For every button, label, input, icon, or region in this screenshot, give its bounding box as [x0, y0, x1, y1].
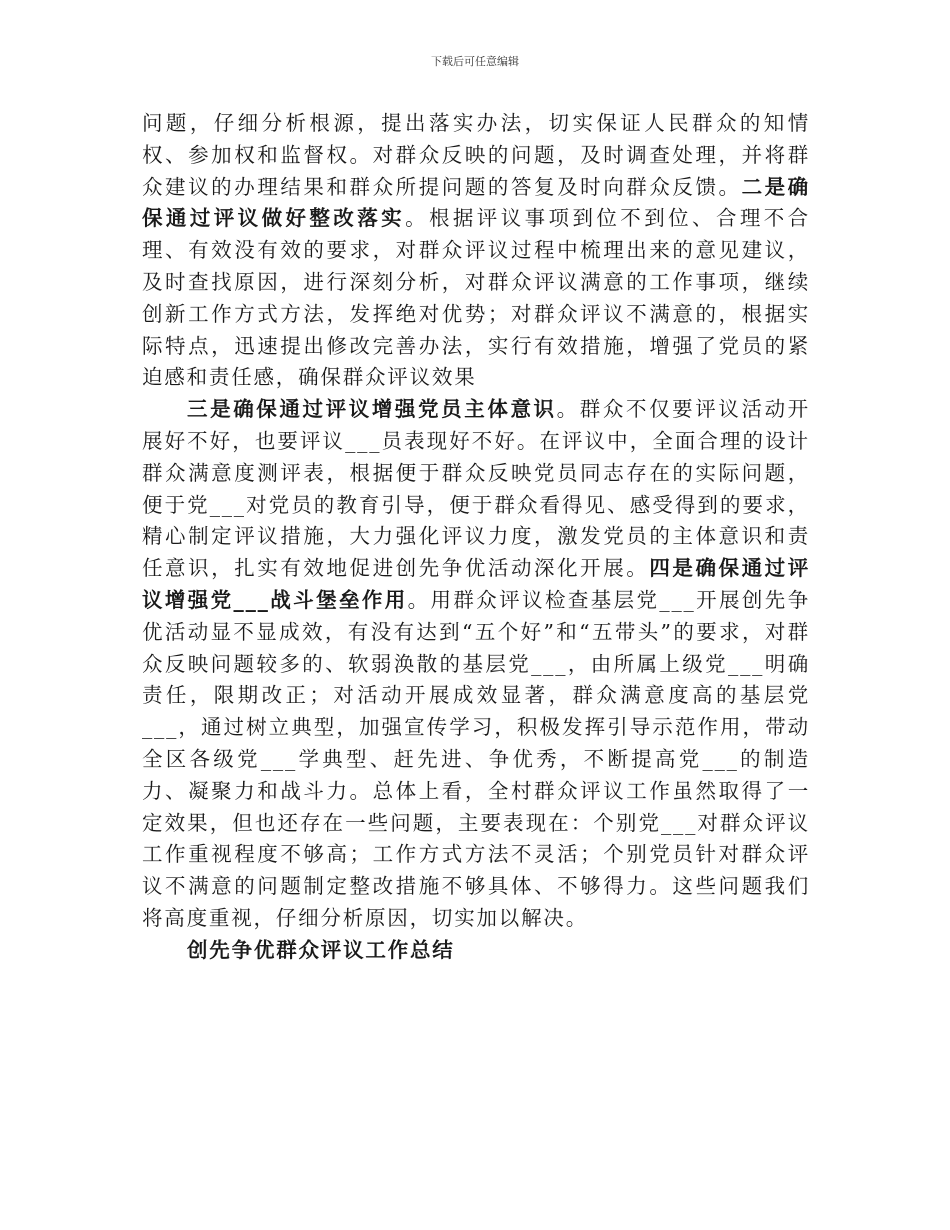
closing-heading: 创先争优群众评议工作总结 [187, 937, 455, 962]
paragraph-1 [142, 108, 810, 394]
paragraph-2-bold-point-four: 四是确保通过评议增强党___战斗堡垒作用 [142, 556, 810, 612]
paragraph-1-text-a: 问题，仔细分析根源，提出落实办法，切实保证人民群众的知情权、参加权和监督权。对群众反映的问题，及时调查处理，并将群众建议的办理结果和群众所提问题的答复及时向群众反馈。 [142, 111, 810, 199]
page-header: 下载后可任意编辑 [431, 55, 519, 68]
document-body [142, 108, 810, 967]
paragraph-2-text-a: 。群众不仅要评议活动开展好不好，也要评议___员表现好不好。在评议中，全面合理的设计群众满意度测评表，根据便于群众反映党员同志存在的实际问题，便于党___对党员的教育引导，便于群众看得见、感受得到的要求，精心制定评议措施，大力强化评议力度，激发党员的主体意识和责任意识，扎实有效地促进创先争优活动深化开展。 [142, 397, 810, 581]
paragraph-1-text-b: 。根据评议事项到位不到位、合理不合理、有效没有效的要求，对群众评议过程中梳理出来的意见建议，及时查找原因，进行深刻分析，对群众评议满意的工作事项，继续创新工作方式方法，发挥绝对优势；对群众评议不满意的，根据实际特点，迅速提出修改完善办法，实行有效措施，增强了党员的紧迫感和责任感，确保群众评议效果 [142, 206, 810, 390]
paragraph-1-bold-point-two: 二是确保通过评议做好整改落实 [142, 174, 810, 231]
paragraph-2 [142, 394, 810, 935]
paragraph-2-bold-point-three: 三是确保通过评议增强党员主体意识 [187, 397, 557, 422]
paragraph-2-text-b: 。用群众评议检查基层党___开展创先争优活动显不显成效，有没有达到“五个好”和“五带头”的要求，对群众反映问题较多的、软弱涣散的基层党___，由所属上级党___明确责任，限期改正；对活动开展成效显著，群众满意度高的基层党___，通过树立典型，加强宣传学习，积极发挥引导示范作用，带动全区各级党___学典型、赶先进、争优秀，不断提高党___的制造力、凝聚力和战斗力。总体上看，全村群众评议工作虽然取得了一定效果，但也还存在一些问题，主要表现在：个别党___对群众评议工作重视程度不够高；工作方式方法不灵活；个别党员针对群众评议不满意的问题制定整改措施不够具体、不够得力。这些问题我们将高度重视，仔细分析原因，切实加以解决。 [142, 587, 810, 930]
